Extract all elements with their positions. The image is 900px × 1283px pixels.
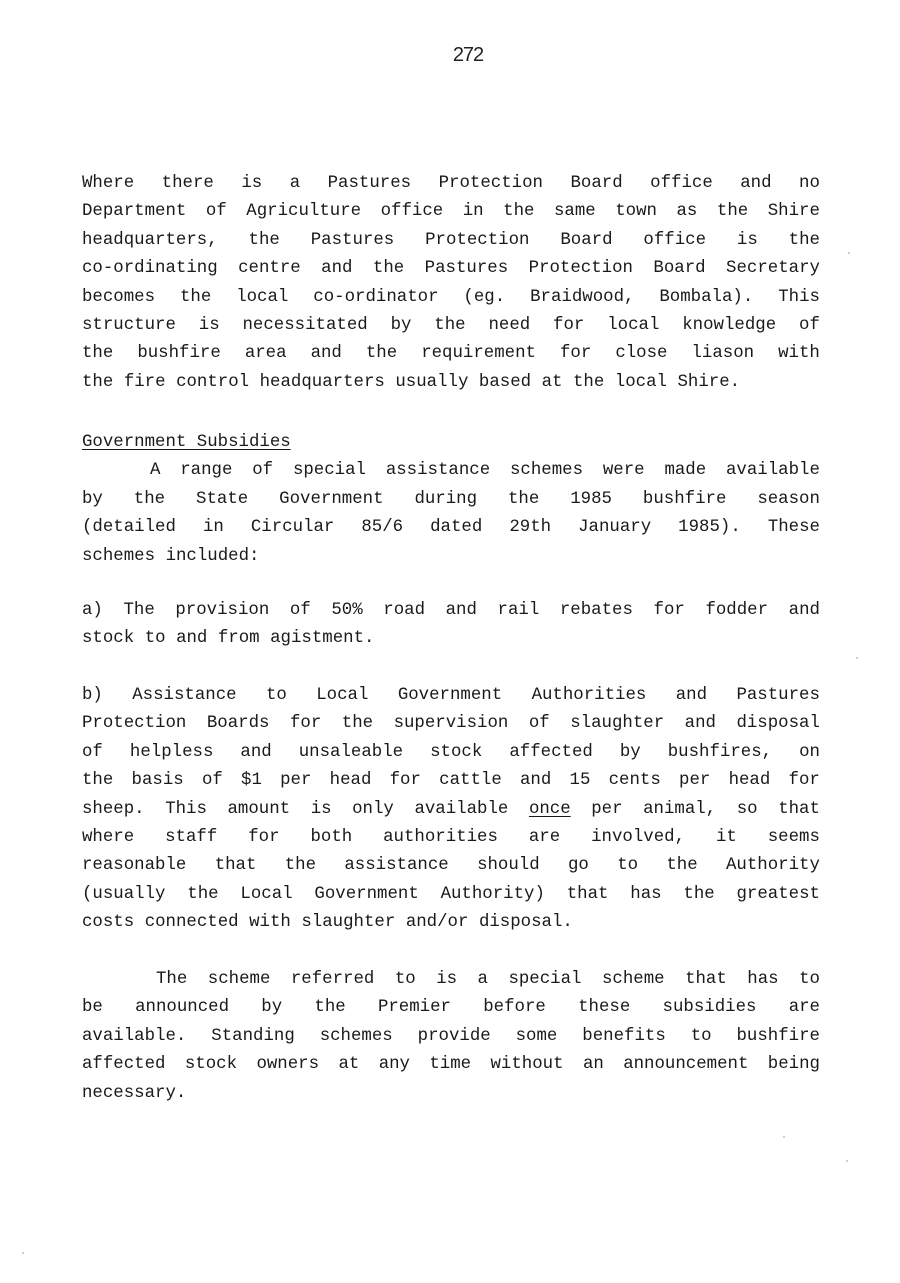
word: Pastures — [310, 230, 395, 250]
word: is — [241, 174, 263, 193]
word: at — [541, 372, 563, 392]
word: The — [156, 970, 188, 989]
word: Assistance — [132, 686, 237, 705]
word: an — [582, 1055, 604, 1075]
word: fodder — [705, 601, 769, 620]
word: provide — [417, 1026, 491, 1046]
word: the — [248, 230, 280, 250]
word: 1985 — [570, 489, 612, 509]
word: State — [196, 489, 249, 509]
word: knowledge — [682, 316, 777, 336]
word: by — [82, 489, 103, 509]
word: 50% — [331, 601, 363, 620]
text-line — [82, 597, 820, 625]
word: for — [289, 714, 322, 734]
word: Premier — [377, 998, 451, 1018]
text-line — [82, 1080, 820, 1108]
word: without — [490, 1055, 564, 1075]
word: headquarters, — [82, 230, 218, 250]
word: seems — [767, 828, 820, 848]
section-heading — [82, 429, 820, 457]
word: of — [799, 316, 820, 336]
word: centre — [238, 259, 301, 279]
word: per — [591, 799, 623, 819]
word: owners — [256, 1055, 320, 1075]
word: head — [728, 771, 771, 791]
word: with — [778, 344, 820, 364]
text-line — [82, 198, 820, 226]
word: dated — [430, 518, 483, 538]
word: is — [436, 970, 458, 989]
text-line — [82, 824, 820, 852]
word: of — [252, 461, 274, 481]
word: with — [249, 913, 291, 933]
text-line — [82, 1051, 820, 1079]
text-line — [82, 710, 820, 738]
word: by — [390, 316, 412, 336]
word: local — [607, 316, 660, 336]
word: the — [788, 230, 820, 250]
word: of — [82, 742, 103, 762]
word: Government — [314, 884, 419, 904]
emphasis-once: once — [528, 799, 571, 819]
word: area — [244, 344, 287, 364]
word: 1985). — [678, 518, 741, 538]
word: Protection — [438, 174, 543, 193]
scan-speck — [856, 657, 858, 659]
word: rebates — [559, 601, 633, 620]
word: b) — [82, 686, 103, 705]
word: there — [161, 174, 214, 193]
word: by — [619, 742, 641, 762]
word: liason — [691, 344, 755, 364]
text-line — [82, 170, 820, 198]
word: schemes — [510, 461, 584, 481]
text-line — [82, 994, 820, 1022]
word: fire — [123, 372, 166, 392]
word: in — [202, 518, 224, 538]
word: schemes — [319, 1026, 393, 1046]
word: to — [144, 629, 166, 649]
word: stock — [430, 742, 483, 762]
word: stock — [184, 1055, 238, 1075]
word: and — [240, 742, 272, 762]
word: need — [488, 316, 531, 336]
scan-speck — [22, 1252, 24, 1254]
word: included: — [165, 546, 260, 566]
text-line — [82, 284, 820, 312]
word: cattle — [439, 771, 502, 791]
word: the — [683, 884, 715, 904]
word: range — [180, 461, 233, 481]
word: special — [292, 461, 366, 481]
text-line — [82, 312, 820, 340]
text-line — [82, 852, 820, 880]
word: these — [578, 998, 631, 1018]
word: a — [477, 970, 488, 989]
word: of — [205, 202, 227, 222]
text-line — [82, 255, 820, 283]
word: Standing — [211, 1026, 295, 1046]
word: from — [217, 629, 260, 649]
word: Circular — [250, 518, 335, 538]
word: only — [352, 799, 394, 819]
word: necessary. — [82, 1083, 187, 1103]
word: the — [187, 884, 219, 904]
word: reasonable — [82, 856, 187, 876]
word: Local — [240, 884, 293, 904]
word: co-ordinator — [313, 287, 439, 307]
word: the — [82, 771, 114, 791]
word: and — [788, 601, 820, 620]
word: requirement — [421, 344, 536, 364]
word: for — [389, 771, 421, 791]
word: per — [280, 771, 312, 791]
word: and — [740, 174, 772, 193]
word: Authority — [726, 856, 820, 876]
word: bushfires, — [667, 742, 773, 762]
word: the — [82, 344, 114, 364]
word: special — [508, 970, 582, 989]
word: sheep. — [82, 799, 145, 819]
word: becomes — [82, 287, 156, 307]
word: Local — [316, 686, 369, 705]
word: subsidies — [662, 998, 757, 1018]
word: Protection — [82, 714, 187, 734]
word: per — [679, 771, 711, 791]
word: assistance — [344, 856, 449, 876]
word: Board — [570, 174, 623, 193]
word: a — [289, 174, 301, 193]
word: at — [338, 1055, 360, 1075]
word: and — [684, 714, 716, 734]
word: be — [82, 998, 103, 1018]
word: office — [380, 202, 444, 222]
word: Boards — [206, 714, 270, 734]
word: to — [690, 1026, 712, 1046]
word: so — [736, 799, 758, 819]
word: and — [675, 686, 708, 705]
word: $1 — [241, 771, 262, 791]
word: of — [289, 601, 311, 620]
word: to — [617, 856, 639, 876]
scan-speck — [783, 1136, 785, 1138]
word: bushfire — [736, 1026, 820, 1046]
word: benefits — [582, 1026, 666, 1046]
word: bushfire — [642, 489, 727, 509]
word: connected — [144, 913, 239, 933]
subsidies-section — [82, 429, 820, 571]
text-line — [82, 1023, 820, 1051]
text-line — [82, 909, 820, 937]
word: provision — [175, 601, 270, 620]
word: control — [176, 372, 250, 392]
word: during — [414, 489, 478, 509]
word: necessitated — [242, 316, 368, 336]
word: the — [179, 287, 212, 307]
word: road — [383, 601, 426, 620]
word: should — [477, 856, 540, 876]
word: based — [478, 372, 532, 392]
word: basis — [131, 771, 184, 791]
word: A — [150, 461, 161, 481]
word: Bombala). — [659, 287, 754, 307]
word: 29th — [509, 518, 552, 538]
word: to — [799, 970, 820, 989]
word: are — [788, 998, 820, 1018]
word: for — [788, 771, 820, 791]
word: Authorities — [531, 686, 647, 705]
word: is — [198, 316, 220, 336]
word: Shire. — [677, 372, 741, 392]
word: being — [767, 1055, 820, 1075]
word: affected — [82, 1055, 166, 1075]
word: the — [434, 316, 466, 336]
word: the — [133, 489, 166, 509]
word: season — [757, 489, 820, 509]
word: to — [266, 686, 287, 705]
word: the — [503, 202, 535, 222]
word: usually — [395, 372, 469, 392]
word: of — [528, 714, 550, 734]
word: 15 — [569, 771, 591, 791]
word: office — [643, 230, 707, 250]
word: and — [321, 259, 353, 279]
word: Board — [653, 259, 706, 279]
word: no — [799, 174, 820, 193]
word: the — [507, 489, 540, 509]
word: helpless — [129, 742, 214, 762]
word: Shire — [767, 202, 820, 222]
word: has — [747, 970, 779, 989]
word: a) — [82, 601, 103, 620]
word: time — [429, 1055, 472, 1075]
word: head — [329, 771, 372, 791]
word: and/or — [405, 913, 469, 933]
word: has — [630, 884, 662, 904]
word: schemes — [82, 546, 156, 566]
word: scheme — [207, 970, 271, 989]
text-line — [82, 796, 820, 824]
word: office — [650, 174, 713, 193]
word: and — [176, 629, 208, 649]
word: 85/6 — [361, 518, 404, 538]
text-line — [82, 486, 820, 514]
scan-speck — [846, 1160, 848, 1162]
word: that — [778, 799, 820, 819]
word: supervision — [393, 714, 509, 734]
word: amount — [227, 799, 291, 819]
word: it — [715, 828, 737, 848]
word: This — [778, 287, 820, 307]
word: Secretary — [726, 259, 820, 279]
word: disposal — [736, 714, 820, 734]
word: of — [201, 771, 223, 791]
word: Agriculture — [246, 202, 362, 222]
word: costs — [82, 913, 135, 933]
word: unsaleable — [298, 742, 404, 762]
word: and — [445, 601, 477, 620]
word: town — [615, 202, 657, 222]
word: the — [284, 856, 317, 876]
word: slaughter — [301, 913, 396, 933]
text-line — [82, 966, 820, 994]
word: is — [736, 230, 758, 250]
section-heading-text: Government Subsidies — [82, 433, 291, 452]
word: for — [560, 344, 592, 364]
word: close — [615, 344, 668, 364]
word: available — [726, 461, 820, 481]
word: Pastures — [424, 259, 509, 279]
word: before — [483, 998, 546, 1018]
word: cents — [608, 771, 661, 791]
word: Authority) — [440, 884, 545, 904]
word: bushfire — [137, 344, 221, 364]
word: scheme — [601, 970, 665, 989]
word: structure — [82, 316, 176, 336]
word: that — [214, 856, 257, 876]
word: co-ordinating — [82, 259, 218, 279]
word: is — [310, 799, 332, 819]
word: assistance — [385, 461, 491, 481]
word: Protection — [425, 230, 530, 250]
closing-paragraph — [82, 966, 820, 1108]
word: Protection — [528, 259, 633, 279]
word: go — [568, 856, 589, 876]
word: (eg. — [463, 287, 506, 307]
word: These — [767, 518, 820, 538]
word: the — [341, 714, 374, 734]
text-line — [82, 767, 820, 795]
word: rail — [497, 601, 540, 620]
word: for — [248, 828, 280, 848]
text-line — [82, 625, 820, 653]
word: (usually — [82, 884, 166, 904]
word: by — [261, 998, 283, 1018]
word: local — [614, 372, 667, 392]
word: agistment. — [270, 629, 375, 649]
word: disposal. — [478, 913, 573, 933]
word: Government — [397, 686, 503, 705]
word: stock — [82, 629, 135, 649]
text-line — [82, 369, 820, 397]
word: The — [123, 601, 155, 620]
word: for — [653, 601, 685, 620]
word: same — [553, 202, 596, 222]
word: available — [414, 799, 509, 819]
word: available. — [82, 1026, 187, 1046]
word: the — [314, 998, 346, 1018]
word: This — [165, 799, 207, 819]
word: affected — [509, 742, 593, 762]
word: announced — [135, 998, 230, 1018]
text-line — [82, 514, 820, 542]
word: January — [578, 518, 652, 538]
word: announcement — [623, 1055, 749, 1075]
word: where — [82, 828, 135, 848]
text-line — [82, 881, 820, 909]
word: the — [572, 372, 605, 392]
list-item-a — [82, 597, 820, 654]
word: referred — [290, 970, 375, 989]
word: were — [602, 461, 645, 481]
word: the — [82, 372, 114, 392]
word: involved, — [591, 828, 686, 848]
word: the — [372, 259, 405, 279]
list-item-b — [82, 682, 820, 938]
word: staff — [165, 828, 218, 848]
text-line — [82, 739, 820, 767]
word: animal, — [643, 799, 717, 819]
word: Where — [82, 174, 135, 193]
word: authorities — [383, 828, 498, 848]
word: local — [236, 287, 289, 307]
word: and — [520, 771, 552, 791]
word: any — [378, 1055, 410, 1075]
word: for — [553, 316, 585, 336]
text-line — [82, 227, 820, 255]
scan-speck — [848, 252, 850, 254]
word: some — [515, 1026, 558, 1046]
word: Pastures — [736, 686, 820, 705]
word: Board — [560, 230, 613, 250]
word: the — [716, 202, 749, 222]
word: Government — [279, 489, 384, 509]
word: slaughter — [570, 714, 665, 734]
word: Department — [82, 202, 187, 222]
word: Braidwood, — [530, 287, 635, 307]
word: that — [566, 884, 609, 904]
word: Pastures — [327, 174, 412, 193]
text-line — [82, 457, 820, 485]
word: as — [676, 202, 698, 222]
intro-paragraph — [82, 170, 820, 397]
word: to — [394, 970, 416, 989]
word: on — [799, 742, 820, 762]
word: the — [365, 344, 398, 364]
word: made — [664, 461, 707, 481]
text-line — [82, 543, 820, 571]
word: the — [666, 856, 698, 876]
word: both — [310, 828, 353, 848]
word: headquarters — [259, 372, 385, 392]
word: are — [528, 828, 561, 848]
text-line — [82, 340, 820, 368]
word: that — [685, 970, 727, 989]
word: greatest — [736, 884, 820, 904]
page-number: 272 — [452, 44, 484, 66]
word: and — [310, 344, 342, 364]
word: in — [462, 202, 484, 222]
word: (detailed — [82, 518, 176, 538]
text-line — [82, 682, 820, 710]
